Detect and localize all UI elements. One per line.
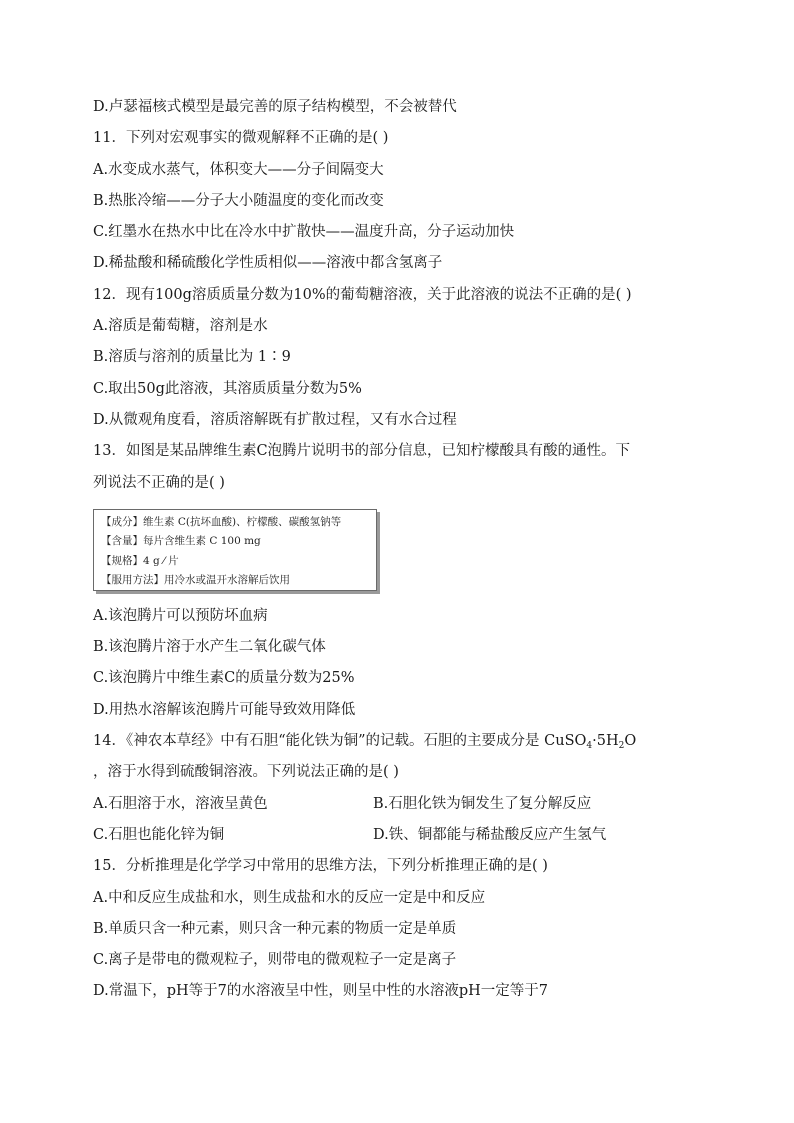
question-14-text: 14．《神农本草经》中有石胆“能化铁为铜”的记载。石胆的主要成分是 bbox=[93, 733, 540, 750]
q13-option-d: D.用热水溶解该泡腾片可能导致效用降低 bbox=[93, 701, 356, 718]
q14-option-d: D.铁、铜都能与稀盐酸反应产生氢气 bbox=[373, 826, 607, 843]
question-12: 12．现有100g溶质质量分数为10%的葡萄糖溶液，关于此溶液的说法不正确的是( ) bbox=[93, 286, 632, 303]
label-usage: 【服用方法】用冷水或温开水溶解后饮用 bbox=[101, 574, 290, 587]
q14-option-a: A.石胆溶于水，溶液呈黄色 bbox=[93, 795, 268, 812]
label-ingredients: 【成分】维生素 C(抗坏血酸)、柠檬酸、碳酸氢钠等 bbox=[101, 515, 342, 528]
q13-option-c: C.该泡腾片中维生素C的质量分数为25% bbox=[93, 670, 355, 687]
formula-part-2: ·5H bbox=[592, 733, 619, 750]
document-page bbox=[93, 92, 733, 1008]
question-14-line-1 bbox=[93, 726, 733, 757]
q12-option-a: A.溶质是葡萄糖，溶剂是水 bbox=[93, 318, 268, 335]
q13-option-b: B.该泡腾片溶于水产生二氧化碳气体 bbox=[93, 639, 326, 656]
formula-sub-1: 4 bbox=[586, 741, 593, 752]
question-11: 11．下列对宏观事实的微观解释不正确的是( ) bbox=[93, 130, 389, 147]
q14-options-row-2 bbox=[93, 820, 733, 851]
q10-option-d: D.卢瑟福核式模型是最完善的原子结构模型，不会被替代 bbox=[93, 99, 457, 115]
q12-option-d: D.从微观角度看，溶质溶解既有扩散过程，又有水合过程 bbox=[93, 411, 457, 428]
formula-part-3: O bbox=[624, 733, 637, 750]
q12-option-c: C.取出50g此溶液，其溶质质量分数为5% bbox=[93, 380, 362, 397]
q11-option-b: B.热胀冷缩——分子大小随温度的变化而改变 bbox=[93, 192, 384, 209]
formula-sub-2: 2 bbox=[618, 741, 625, 752]
q15-option-d: D.常温下，pH等于7的水溶液呈中性，则呈中性的水溶液pH一定等于7 bbox=[93, 983, 549, 1000]
question-13-line-1: 13．如图是某品牌维生素C泡腾片说明书的部分信息，已知柠檬酸具有酸的通性。下 bbox=[93, 443, 631, 460]
q14-option-c: C.石胆也能化锌为铜 bbox=[93, 826, 225, 843]
q12-option-b: B.溶质与溶剂的质量比为 1∶9 bbox=[93, 349, 291, 366]
question-13-line-2: 列说法不正确的是( ) bbox=[93, 474, 225, 491]
label-content: 【含量】每片含维生素 C 100 mg bbox=[101, 535, 261, 548]
copper-sulfate-formula bbox=[544, 733, 637, 752]
q14-option-b: B.石胆化铁为铜发生了复分解反应 bbox=[373, 795, 592, 812]
question-15: 15．分析推理是化学学习中常用的思维方法，下列分析推理正确的是( ) bbox=[93, 858, 548, 875]
q14-options-row-1 bbox=[93, 789, 733, 820]
q11-option-d: D.稀盐酸和稀硫酸化学性质相似——溶液中都含氢离子 bbox=[93, 255, 443, 272]
q13-option-a: A.该泡腾片可以预防坏血病 bbox=[93, 607, 268, 624]
question-14-line-2: ，溶于水得到硫酸铜溶液。下列说法正确的是( ) bbox=[93, 764, 399, 781]
q11-option-a: A.水变成水蒸气，体积变大——分子间隔变大 bbox=[93, 161, 384, 178]
q15-option-a: A.中和反应生成盐和水，则生成盐和水的反应一定是中和反应 bbox=[93, 889, 486, 906]
q11-option-c: C.红墨水在热水中比在冷水中扩散快——温度升高，分子运动加快 bbox=[93, 224, 515, 241]
formula-part-1: CuSO bbox=[544, 733, 587, 750]
q15-option-b: B.单质只含一种元素，则只含一种元素的物质一定是单质 bbox=[93, 920, 457, 937]
q15-option-c: C.离子是带电的微观粒子，则带电的微观粒子一定是离子 bbox=[93, 952, 457, 969]
vitamin-c-label-box bbox=[93, 509, 377, 591]
label-spec: 【规格】4 g ⁄ 片 bbox=[101, 554, 179, 567]
